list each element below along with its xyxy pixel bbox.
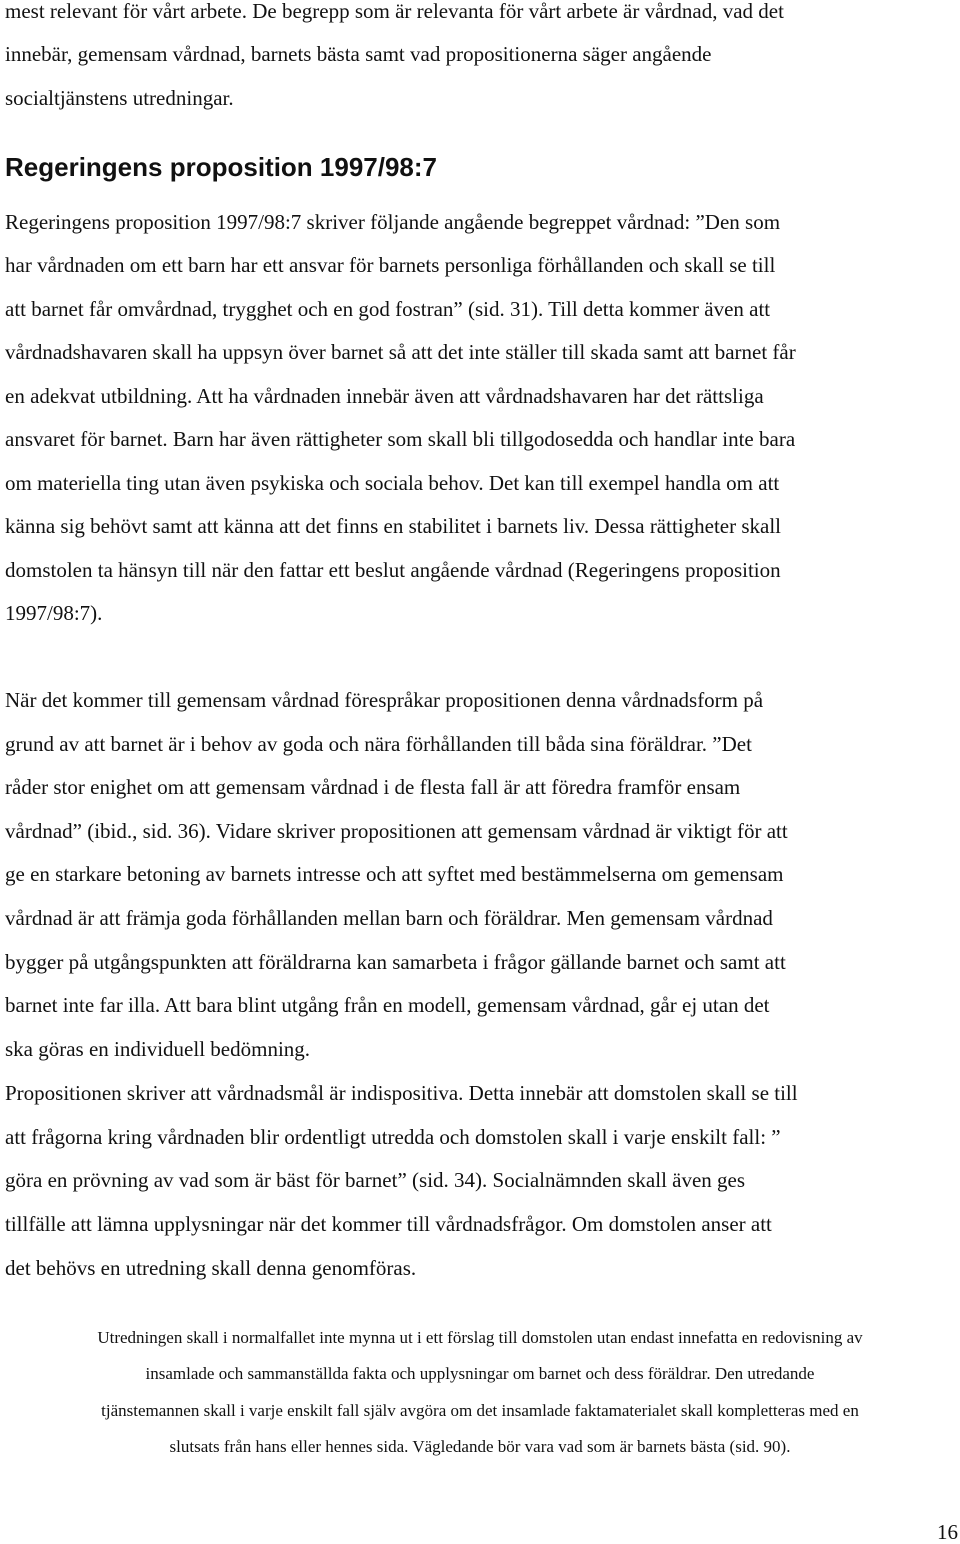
quote-line: Utredningen skall i normalfallet inte mynna ut i ett förslag till domstolen utan endast innefatta en redovisning av <box>97 1328 863 1347</box>
body-line: tillfälle att lämna upplysningar när det kommer till vårdnadsfrågor. Om domstolen anser att <box>5 1212 772 1236</box>
body-line: att frågorna kring vårdnaden blir ordentligt utredda och domstolen skall i varje enskilt fall: ” <box>5 1125 781 1149</box>
body-line: grund av att barnet är i behov av goda och nära förhållanden till båda sina föräldrar. ”Det <box>5 732 752 756</box>
intro-line: innebär, gemensam vårdnad, barnets bästa samt vad propositionerna säger angående <box>5 42 712 66</box>
body-line: göra en prövning av vad som är bäst för barnet” (sid. 34). Socialnämnden skall även ges <box>5 1168 746 1192</box>
body-line: Regeringens proposition 1997/98:7 skriver följande angående begreppet vårdnad: ”Den som <box>5 210 781 234</box>
body-line: att barnet får omvårdnad, trygghet och en god fostran” (sid. 31). Till detta kommer även att <box>5 297 771 321</box>
body-line: det behövs en utredning skall denna genomföras. <box>5 1256 417 1280</box>
body-line: känna sig behövt samt att känna att det finns en stabilitet i barnets liv. Dessa rättigheter skall <box>5 514 782 538</box>
body-line: barnet inte far illa. Att bara blint utgång från en modell, gemensam vårdnad, går ej utan det <box>5 993 770 1017</box>
intro-line: socialtjänstens utredningar. <box>5 86 234 110</box>
body-line: om materiella ting utan även psykiska och sociala behov. Det kan till exempel handla om att <box>5 471 780 495</box>
body-line: Propositionen skriver att vårdnadsmål är indispositiva. Detta innebär att domstolen skall se till <box>5 1081 798 1105</box>
page-number: 16 <box>937 1520 958 1544</box>
body-line: domstolen ta hänsyn till när den fattar ett beslut angående vårdnad (Regeringens proposition <box>5 558 781 582</box>
body-line: vårdnadshavaren skall ha uppsyn över barnet så att det inte ställer till skada samt att barnet får <box>5 340 796 364</box>
section-heading: Regeringens proposition 1997/98:7 <box>5 152 438 182</box>
body-line: bygger på utgångspunkten att föräldrarna kan samarbeta i frågor gällande barnet och samt att <box>5 950 786 974</box>
body-line: ansvaret för barnet. Barn har även rättigheter som skall bli tillgodosedda och handlar inte bara <box>5 427 796 451</box>
body-line: råder stor enighet om att gemensam vårdnad i de flesta fall är att föredra framför ensam <box>5 775 741 799</box>
body-line: ska göras en individuell bedömning. <box>5 1037 311 1061</box>
intro-line: mest relevant för vårt arbete. De begrepp som är relevanta för vårt arbete är vårdnad, vad det <box>5 0 784 23</box>
body-line: vårdnad” (ibid., sid. 36). Vidare skriver propositionen att gemensam vårdnad är viktigt för att <box>5 819 788 843</box>
body-line: vårdnad är att främja goda förhållanden mellan barn och föräldrar. Men gemensam vårdnad <box>5 906 773 930</box>
body-line: När det kommer till gemensam vårdnad förespråkar propositionen denna vårdnadsform på <box>5 688 764 712</box>
quote-line: insamlade och sammanställda fakta och upplysningar om barnet och dess föräldrar. Den utredande <box>145 1364 815 1383</box>
body-line: ge en starkare betoning av barnets intresse och att syftet med bestämmelserna om gemensam <box>5 862 784 886</box>
quote-line: slutsats från hans eller hennes sida. Vägledande bör vara vad som är barnets bästa (sid. 90). <box>169 1437 791 1456</box>
quote-line: tjänstemannen skall i varje enskilt fall själv avgöra om det insamlade faktamaterialet skall kompletteras med en <box>101 1401 859 1420</box>
body-line: har vårdnaden om ett barn har ett ansvar för barnets personliga förhållanden och skall se till <box>5 253 776 277</box>
body-line: en adekvat utbildning. Att ha vårdnaden innebär även att vårdnadshavaren har det rättsliga <box>5 384 764 408</box>
body-line: 1997/98:7). <box>5 601 103 625</box>
